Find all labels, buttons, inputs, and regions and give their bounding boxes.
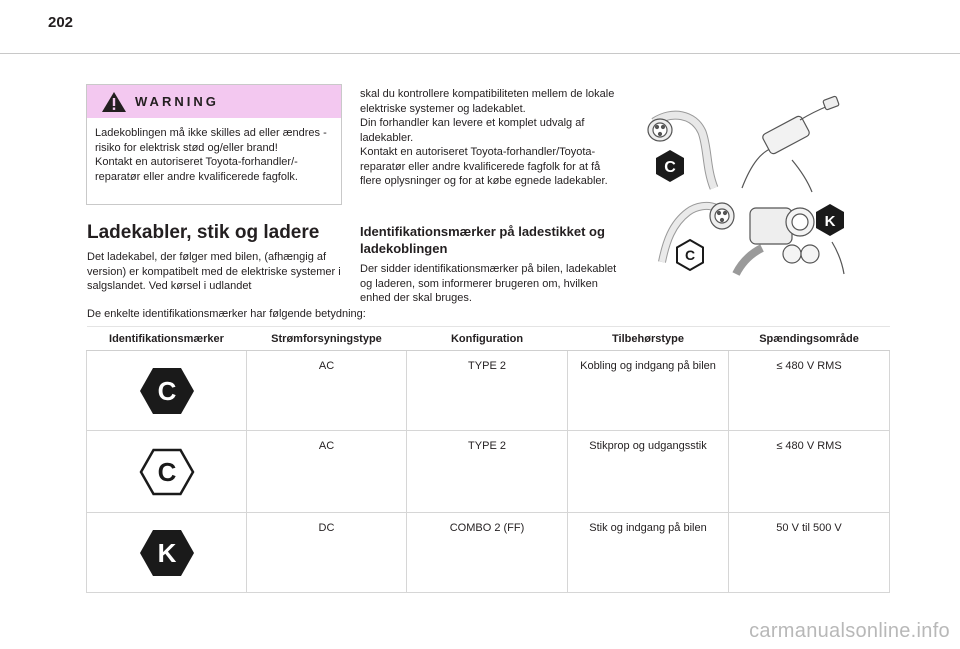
voltage-cell: ≤ 480 V RMS <box>729 431 890 513</box>
badge-c-icon <box>656 150 684 182</box>
badge-k-icon <box>816 204 844 236</box>
header-markers: Identifikationsmærker <box>87 327 247 351</box>
compatibility-line: skal du kontrollere kompatibiliteten mellem de lokale elektriske systemer og ladekablet. <box>360 88 615 115</box>
config-cell: TYPE 2 <box>407 351 568 431</box>
table-row <box>87 351 890 431</box>
supply-cell: DC <box>247 513 407 593</box>
watermark: carmanualsonline.info <box>749 620 950 642</box>
identification-table <box>86 326 890 593</box>
table-row <box>87 513 890 593</box>
header-supply-type: Strømforsyningstype <box>247 327 407 351</box>
warning-title: WARNING <box>135 94 219 109</box>
charging-connectors-illustration <box>632 92 872 284</box>
marker-cell <box>87 431 247 513</box>
warning-header <box>87 85 341 118</box>
badge-letter: C <box>157 375 176 406</box>
supply-cell: AC <box>247 431 407 513</box>
warning-line: Kontakt en autoriseret Toyota-forhandler/-reparatør eller andre kvalificerede fagfolk. <box>95 156 298 183</box>
header-configuration: Konfiguration <box>407 327 568 351</box>
badge-letter: C <box>157 456 176 487</box>
badge-c-outline-icon <box>139 447 195 497</box>
config-cell: COMBO 2 (FF) <box>407 513 568 593</box>
voltage-cell: ≤ 480 V RMS <box>729 351 890 431</box>
warning-body <box>87 118 341 184</box>
page-number: 202 <box>48 14 74 31</box>
badge-c-letter: C <box>664 159 676 176</box>
header-voltage-range: Spændingsområde <box>729 327 890 351</box>
badge-c-filled-icon <box>139 366 195 416</box>
warning-box <box>86 84 342 205</box>
section-heading: Ladekabler, stik og ladere <box>87 222 320 243</box>
badge-c-outline-icon <box>677 240 703 270</box>
top-rule <box>0 53 960 54</box>
section-intro: Det ladekabel, der følger med bilen, (afhængig af version) er kompatibelt med de elektriske systemer i salgslandet. Ved kørsel i udlandet <box>87 251 341 292</box>
table-header-row <box>87 327 890 351</box>
supply-cell: AC <box>247 351 407 431</box>
accessory-cell: Stik og indgang på bilen <box>568 513 729 593</box>
marker-cell <box>87 351 247 431</box>
compatibility-line: Din forhandler kan levere et komplet udvalg af ladekabler. <box>360 117 585 144</box>
badge-k-filled-icon <box>139 528 195 578</box>
table-caption: De enkelte identifikationsmærker har følgende betydning: <box>87 308 366 320</box>
portable-charger-image <box>742 96 839 192</box>
header-accessory-type: Tilbehørstype <box>568 327 729 351</box>
warning-triangle-icon <box>101 91 127 113</box>
voltage-cell: 50 V til 500 V <box>729 513 890 593</box>
table-row <box>87 431 890 513</box>
warning-line: Ladekoblingen må ikke skilles ad eller ændres - risiko for elektrisk stød og/eller brand! <box>95 127 327 154</box>
compatibility-text <box>360 87 618 189</box>
type2-vehicle-connector-image <box>648 115 714 188</box>
marker-paragraph: Der sidder identifikationsmærker på bilen, ladekablet og laderen, som informerer brugeren om, hvilken enhed der skal bruges. <box>360 263 617 304</box>
compatibility-line: Kontakt en autoriseret Toyota-forhandler/Toyota-reparatør eller andre kvalificerede fagfolk for at få flere oplysninger og for at købe egnede ladekabler. <box>360 146 608 187</box>
badge-c-outline-letter: C <box>684 247 696 263</box>
marker-cell <box>87 513 247 593</box>
accessory-cell: Stikprop og udgangsstik <box>568 431 729 513</box>
badge-letter: K <box>157 537 176 568</box>
config-cell: TYPE 2 <box>407 431 568 513</box>
subheading: Identifikationsmærker på ladestikket og ladekoblingen <box>360 224 605 256</box>
accessory-cell: Kobling og indgang på bilen <box>568 351 729 431</box>
badge-k-letter: K <box>824 213 836 230</box>
